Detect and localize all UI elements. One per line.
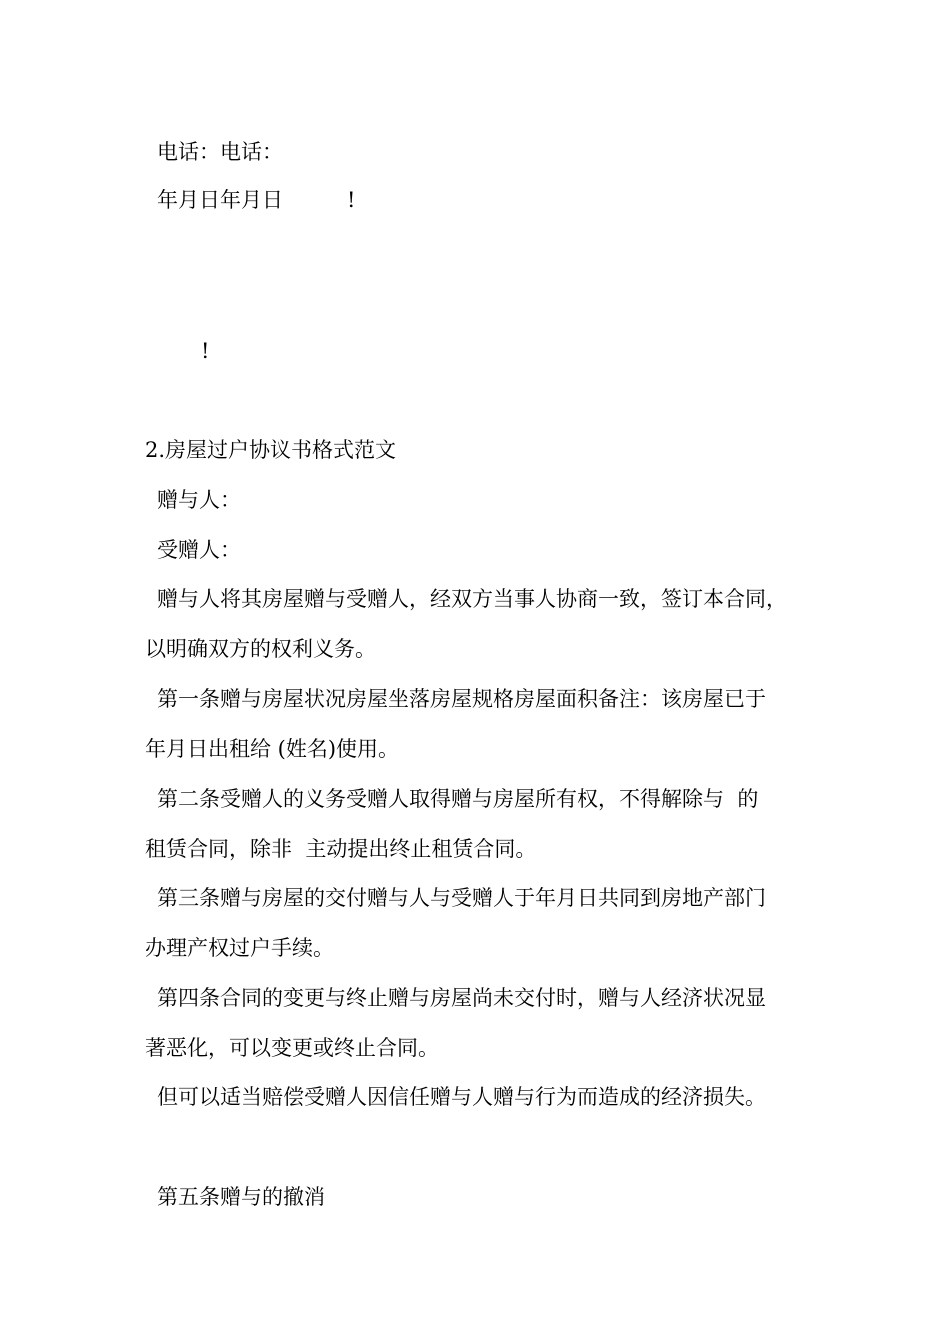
article-1-line-1: 第一条赠与房屋状况房屋坐落房屋规格房屋面积备注：该房屋已于: [157, 687, 766, 711]
exclamation-mark: !: [201, 339, 210, 363]
donee-label: 受赠人：: [157, 538, 241, 562]
date-line: 年月日年月日: [157, 188, 283, 212]
article-2-line-1: 第二条受赠人的义务受赠人取得赠与房屋所有权，不得解除与 的: [157, 787, 759, 811]
exclamation-mark: !: [347, 188, 356, 212]
phone-line: 电话：电话：: [157, 140, 283, 164]
article-4-line-1: 第四条合同的变更与终止赠与房屋尚未交付时，赠与人经济状况显: [157, 986, 766, 1010]
intro-paragraph-line-2: 以明确双方的权利义务。: [145, 637, 376, 661]
article-2-line-2: 租赁合同，除非 主动提出终止租赁合同。: [145, 837, 537, 861]
article-3-line-1: 第三条赠与房屋的交付赠与人与受赠人于年月日共同到房地产部门: [157, 886, 766, 910]
article-1-line-2: 年月日出租给 (姓名)使用。: [145, 737, 400, 761]
article-3-line-2: 办理产权过户手续。: [145, 936, 334, 960]
donor-label: 赠与人：: [157, 488, 241, 512]
intro-paragraph-line-1: 赠与人将其房屋赠与受赠人，经双方当事人协商一致，签订本合同，: [157, 587, 787, 611]
article-5-line: 第五条赠与的撤消: [157, 1185, 325, 1209]
article-4-line-2: 著恶化，可以变更或终止合同。: [145, 1036, 439, 1060]
section-heading: 2.房屋过户协议书格式范文: [145, 438, 397, 462]
article-4-line-3: 但可以适当赔偿受赠人因信任赠与人赠与行为而造成的经济损失。: [157, 1085, 766, 1109]
